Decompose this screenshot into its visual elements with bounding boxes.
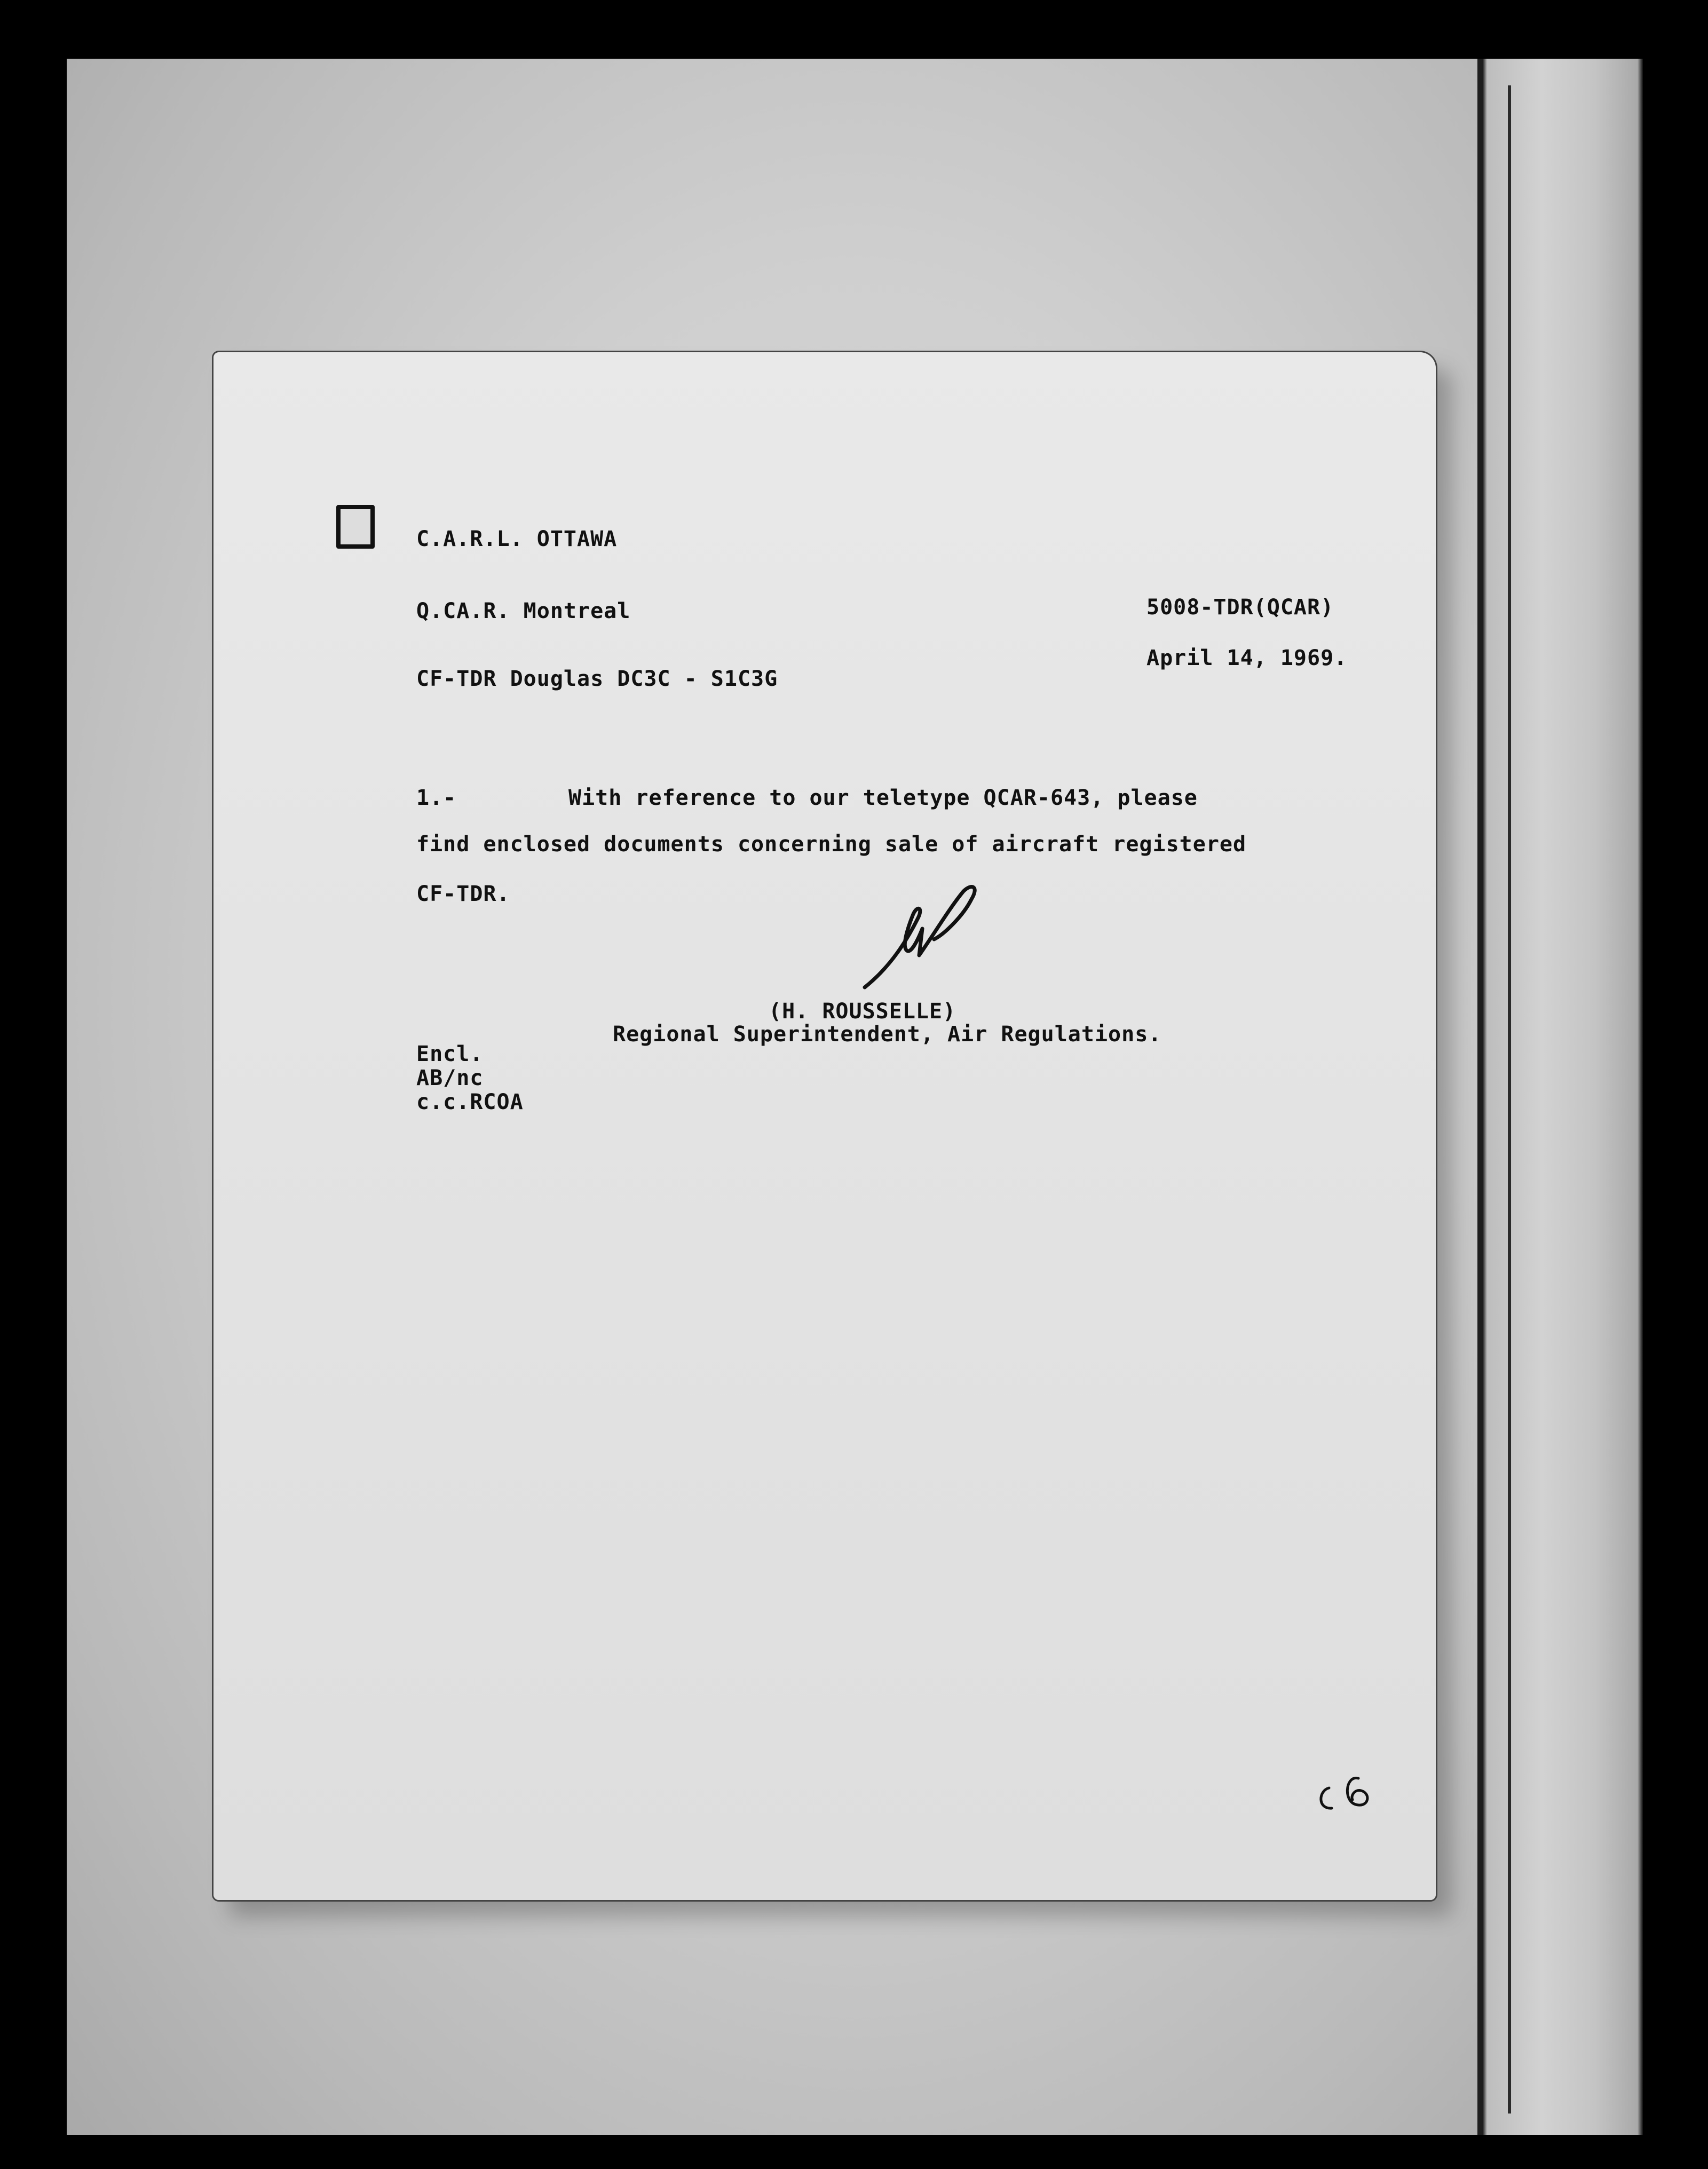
binding-edge-line: [1508, 85, 1511, 2113]
memo-page: [213, 352, 1436, 1900]
body-line-2: find enclosed documents concerning sale of aircraft registered: [416, 832, 1247, 857]
carbon-copy: c.c.RCOA: [416, 1090, 524, 1114]
signatory-title: Regional Superintendent, Air Regulations.: [613, 1022, 1162, 1047]
paper-clip-mark: [336, 505, 375, 549]
body-line-3: CF-TDR.: [416, 882, 510, 906]
handwritten-page-mark: [1308, 1767, 1393, 1825]
memo-date: April 14, 1969.: [1146, 646, 1348, 670]
body-line-1: With reference to our teletype QCAR-643, please: [568, 786, 1198, 810]
folder-binding-strip: [1477, 59, 1643, 2135]
memo-from: Q.CA.R. Montreal: [416, 599, 631, 623]
memo-subject: CF-TDR Douglas DC3C - S1C3G: [416, 667, 778, 691]
enclosure-note: Encl.: [416, 1042, 484, 1066]
signatory-name: (H. ROUSSELLE): [769, 999, 956, 1024]
memo-file-reference: 5008-TDR(QCAR): [1146, 595, 1334, 620]
paragraph-number: 1.-: [416, 786, 457, 810]
handwritten-signature: [859, 875, 1019, 1009]
typist-initials: AB/nc: [416, 1066, 484, 1090]
memo-to: C.A.R.L. OTTAWA: [416, 527, 618, 551]
